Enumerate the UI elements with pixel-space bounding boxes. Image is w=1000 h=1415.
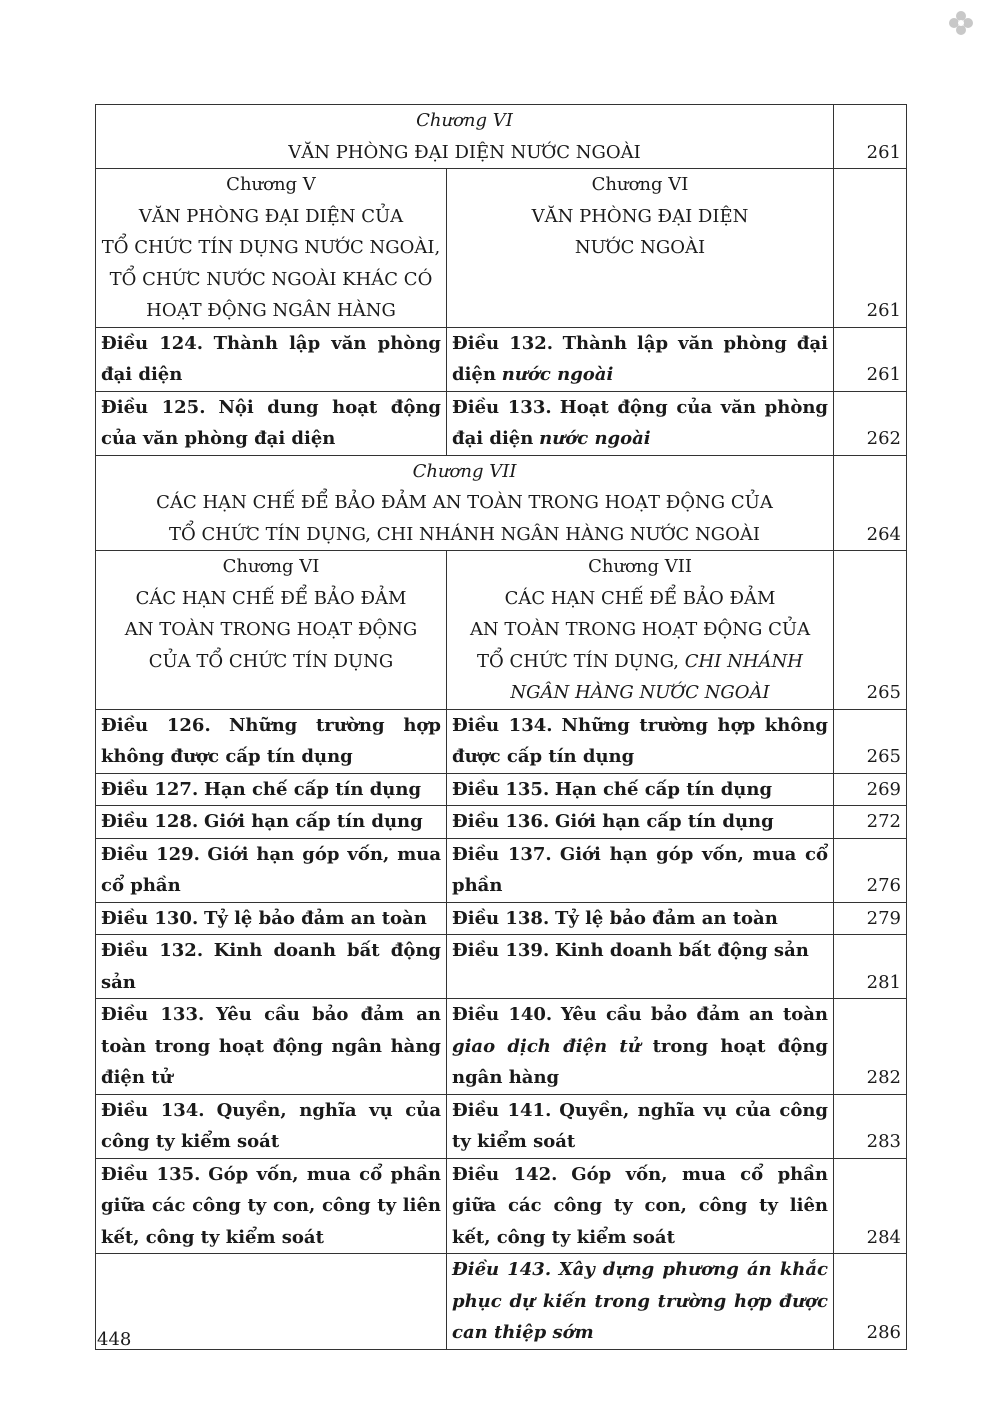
new-law-article: Điều 138. Tỷ lệ bảo đảm an toàn (447, 902, 834, 935)
toc-article-row (96, 773, 907, 806)
new-law-chapter: Chương VII CÁC HẠN CHẾ ĐỂ BẢO ĐẢM AN TOÀN TRONG HOẠT ĐỘNG CỦA TỔ CHỨC TÍN DỤNG, CHI NHÁNH NGÂN HÀNG NƯỚC NGOÀI (447, 551, 834, 710)
page-ref: 262 (834, 391, 907, 455)
new-law-article: Điều 140. Yêu cầu bảo đảm an toàn giao dịch điện tử trong hoạt động ngân hàng (447, 999, 834, 1095)
toc-article-row (96, 902, 907, 935)
old-law-article-empty (96, 1254, 447, 1350)
old-law-article: Điều 125. Nội dung hoạt động của văn phòng đại diện (96, 391, 447, 455)
page-ref: 264 (834, 455, 907, 551)
page-ref: 261 (834, 105, 907, 169)
new-law-article: Điều 132. Thành lập văn phòng đại diện nước ngoài (447, 327, 834, 391)
chapter-title: TỔ CHỨC TÍN DỤNG, CHI NHÁNH NGÂN HÀNG NƯỚC NGOÀI (169, 523, 760, 545)
toc-article-row (96, 1094, 907, 1158)
comparison-toc-table (95, 104, 907, 1350)
old-law-article: Điều 133. Yêu cầu bảo đảm an toàn trong hoạt động ngân hàng điện tử (96, 999, 447, 1095)
flower-ornament-icon (948, 10, 974, 36)
page-ref: 281 (834, 935, 907, 999)
chapter-title: CÁC HẠN CHẾ ĐỂ BẢO ĐẢM AN TOÀN TRONG HOẠT ĐỘNG CỦA (156, 492, 773, 513)
old-law-article: Điều 129. Giới hạn góp vốn, mua cổ phần (96, 838, 447, 902)
chapter-title: VĂN PHÒNG ĐẠI DIỆN NƯỚC NGOÀI (288, 141, 641, 163)
page-ref: 279 (834, 902, 907, 935)
new-law-article: Điều 143. Xây dựng phương án khắc phục dự kiến trong trường hợp được can thiệp sớm (447, 1254, 834, 1350)
old-law-chapter: Chương VI CÁC HẠN CHẾ ĐỂ BẢO ĐẢM AN TOÀN TRONG HOẠT ĐỘNG CỦA TỔ CHỨC TÍN DỤNG (96, 551, 447, 710)
new-law-article: Điều 133. Hoạt động của văn phòng đại diện nước ngoài (447, 391, 834, 455)
toc-chapter-span-row (96, 455, 907, 551)
toc-chapter-span-row (96, 105, 907, 169)
toc-article-row (96, 1254, 907, 1350)
page-ref: 284 (834, 1158, 907, 1254)
toc-article-row (96, 391, 907, 455)
page-ref: 269 (834, 773, 907, 806)
toc-article-row (96, 838, 907, 902)
page-ref: 261 (834, 169, 907, 328)
old-law-chapter: Chương V VĂN PHÒNG ĐẠI DIỆN CỦA TỔ CHỨC TÍN DỤNG NƯỚC NGOÀI, TỔ CHỨC NƯỚC NGOÀI KHÁC CÓ HOẠT ĐỘNG NGÂN HÀNG (96, 169, 447, 328)
page-ref: 272 (834, 806, 907, 839)
old-law-article: Điều 126. Những trường hợp không được cấp tín dụng (96, 709, 447, 773)
new-law-article: Điều 137. Giới hạn góp vốn, mua cổ phần (447, 838, 834, 902)
old-law-article: Điều 132. Kinh doanh bất động sản (96, 935, 447, 999)
old-law-article: Điều 128. Giới hạn cấp tín dụng (96, 806, 447, 839)
toc-article-row (96, 935, 907, 999)
toc-chapter-row (96, 169, 907, 328)
toc-article-row (96, 709, 907, 773)
page-ref: 286 (834, 1254, 907, 1350)
new-law-article: Điều 141. Quyền, nghĩa vụ của công ty kiểm soát (447, 1094, 834, 1158)
page-ref: 282 (834, 999, 907, 1095)
old-law-article: Điều 130. Tỷ lệ bảo đảm an toàn (96, 902, 447, 935)
old-law-article: Điều 127. Hạn chế cấp tín dụng (96, 773, 447, 806)
toc-article-row (96, 1158, 907, 1254)
chapter-heading: Chương VII (412, 460, 517, 482)
old-law-article: Điều 124. Thành lập văn phòng đại diện (96, 327, 447, 391)
old-law-article: Điều 135. Góp vốn, mua cổ phần giữa các công ty con, công ty liên kết, công ty kiểm soát (96, 1158, 447, 1254)
new-law-article: Điều 136. Giới hạn cấp tín dụng (447, 806, 834, 839)
new-law-article: Điều 135. Hạn chế cấp tín dụng (447, 773, 834, 806)
new-law-chapter: Chương VI VĂN PHÒNG ĐẠI DIỆN NƯỚC NGOÀI (447, 169, 834, 328)
old-law-article: Điều 134. Quyền, nghĩa vụ của công ty kiểm soát (96, 1094, 447, 1158)
toc-chapter-row (96, 551, 907, 710)
page-ref: 265 (834, 551, 907, 710)
page-number: 448 (97, 1329, 132, 1350)
page-ref: 283 (834, 1094, 907, 1158)
toc-article-row (96, 327, 907, 391)
new-law-article: Điều 134. Những trường hợp không được cấp tín dụng (447, 709, 834, 773)
new-law-article: Điều 142. Góp vốn, mua cổ phần giữa các công ty con, công ty liên kết, công ty kiểm soát (447, 1158, 834, 1254)
page-ref: 261 (834, 327, 907, 391)
toc-article-row (96, 999, 907, 1095)
new-law-article: Điều 139. Kinh doanh bất động sản (447, 935, 834, 999)
page-ref: 276 (834, 838, 907, 902)
page-ref: 265 (834, 709, 907, 773)
toc-article-row (96, 806, 907, 839)
chapter-heading: Chương VI (416, 110, 513, 131)
